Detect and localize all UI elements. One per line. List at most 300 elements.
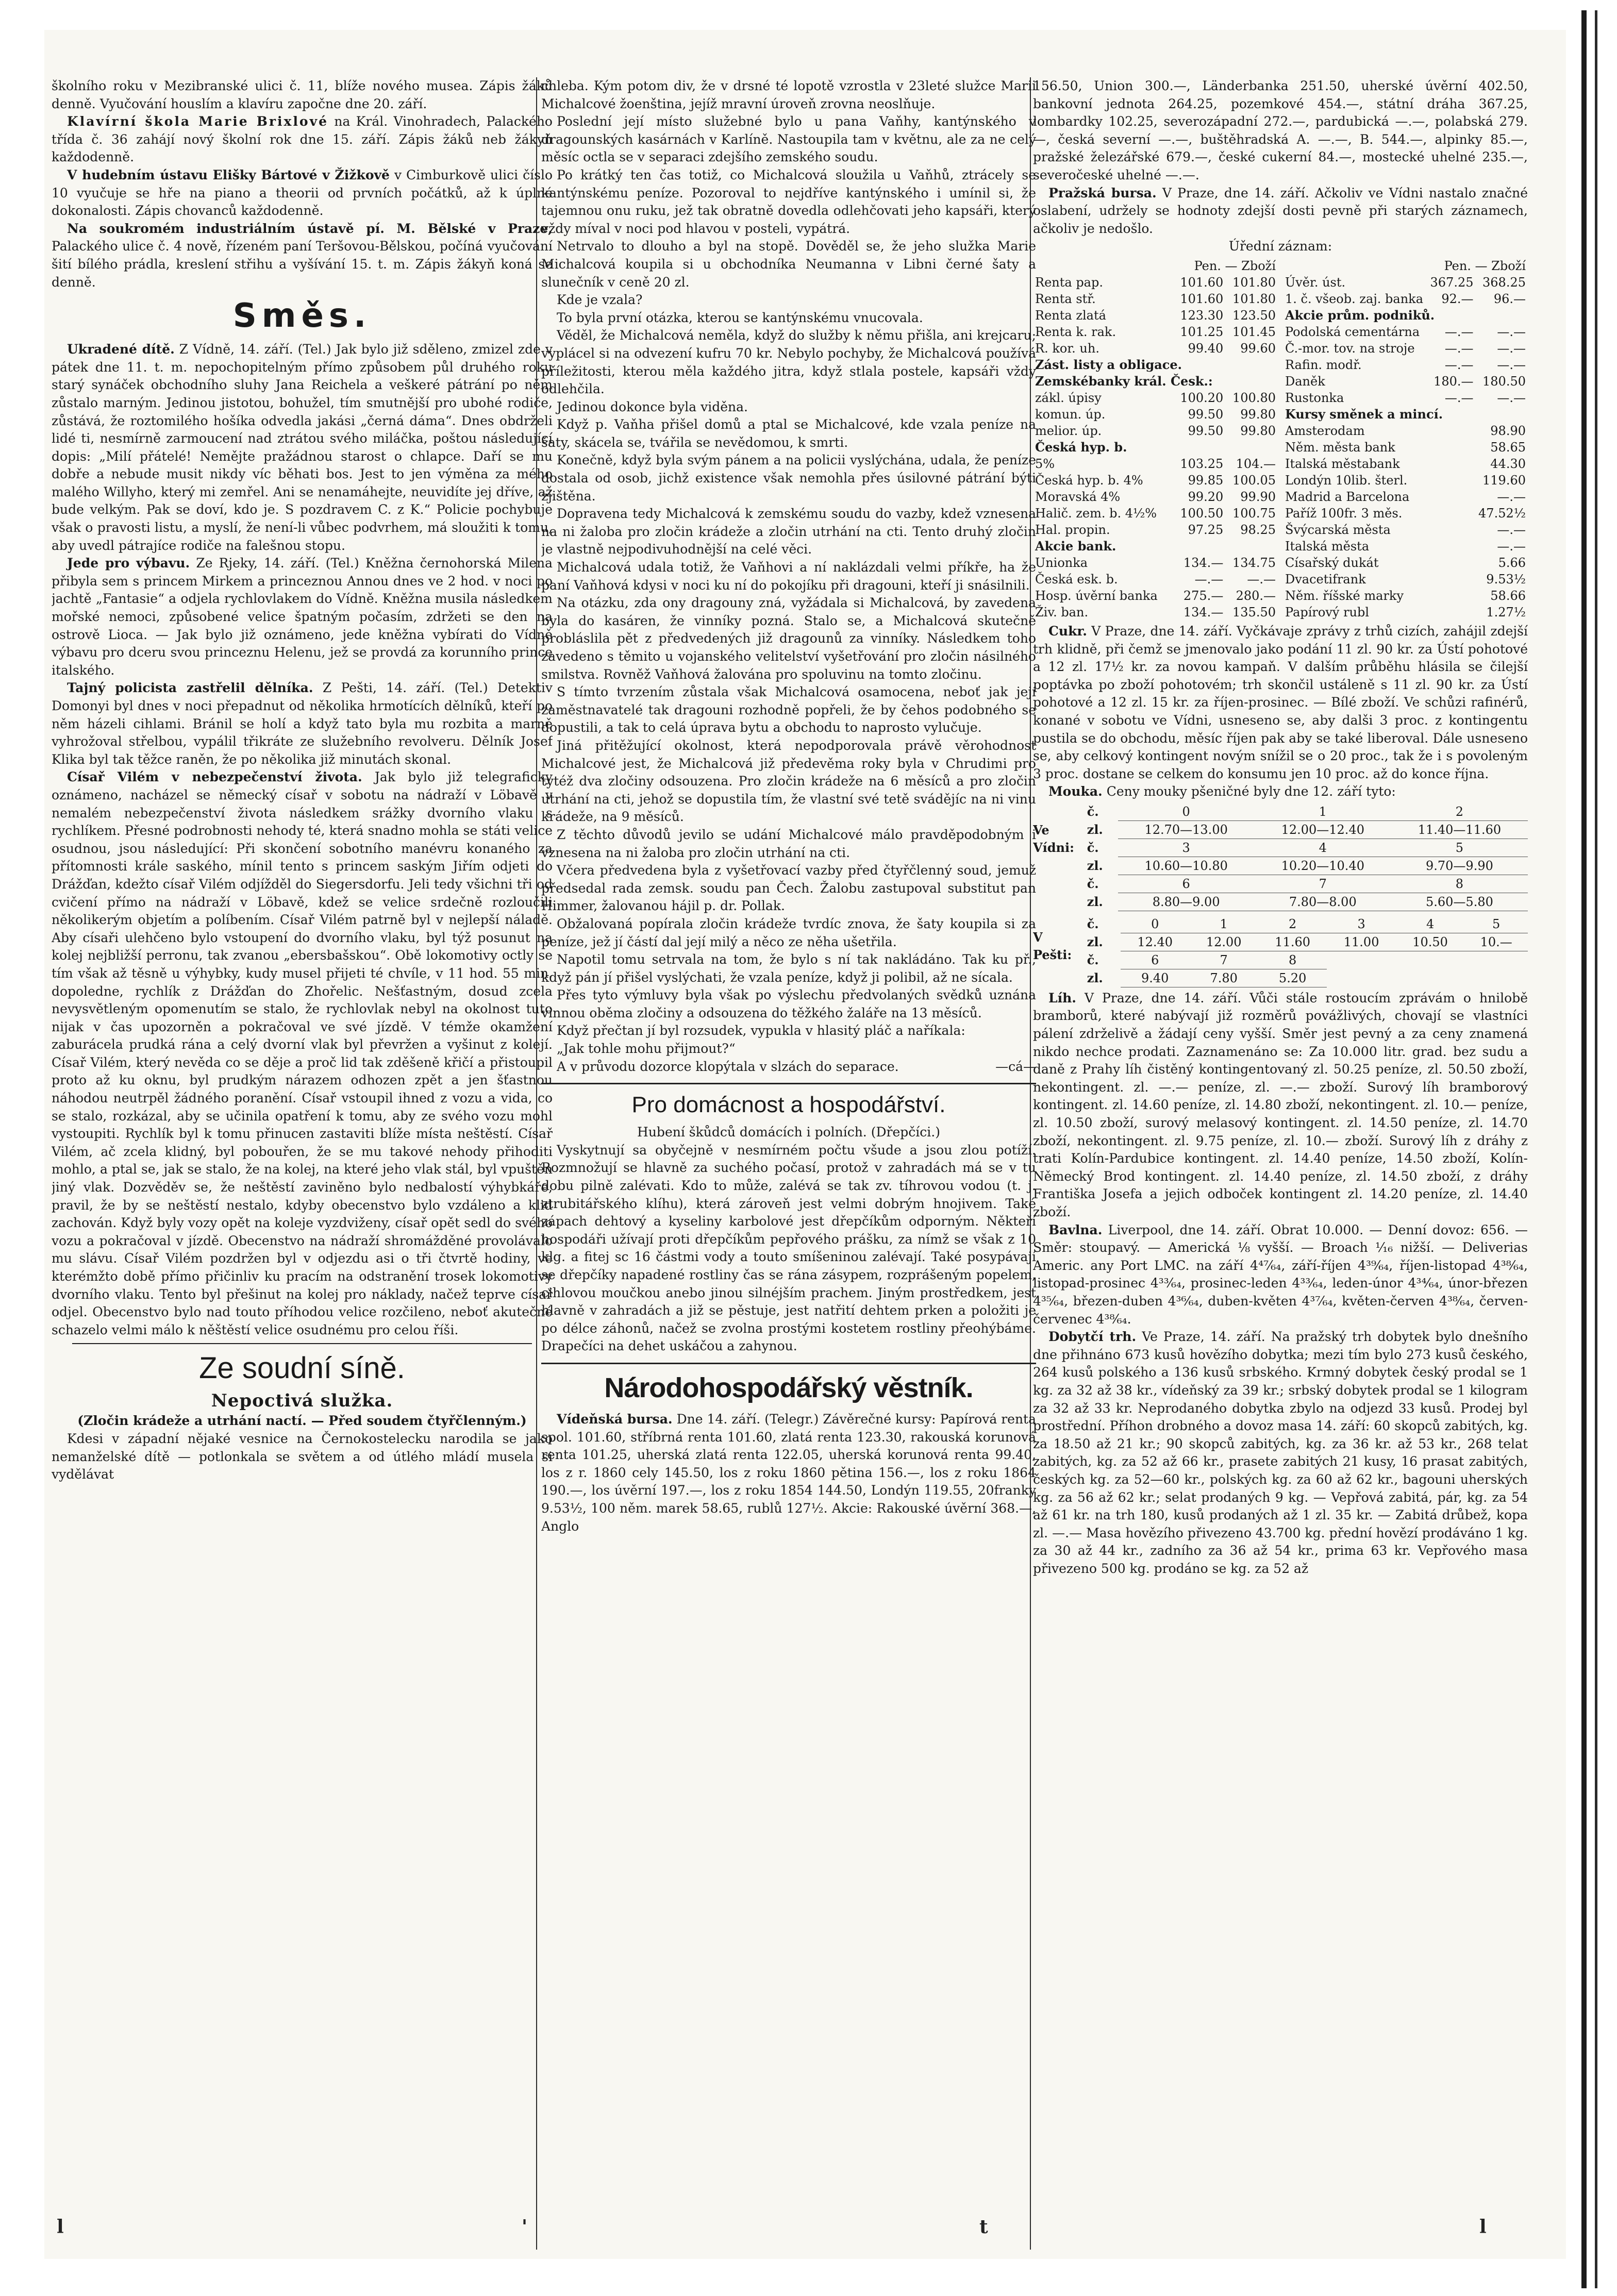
article-detective-title: Tajný policista zastřelil dělníka.	[67, 680, 313, 696]
quote-name: Česká hyp. b. 4%	[1035, 473, 1143, 488]
court-paragraph: Napotil tomu setrvala na tom, že bylo s ní tak nakládáno. Tak ku př., když pán jí přišel vyslýchati, že vzala peníze, když ji polibil, až ne sícala.	[541, 952, 1036, 985]
quote-goods: 44.30	[1490, 456, 1526, 471]
flour-cell: 5	[1464, 915, 1528, 933]
quote-name: Něm. města bank	[1285, 440, 1395, 455]
quote-money: 134.—	[1183, 555, 1224, 570]
page-edge-shadow	[1581, 10, 1587, 2288]
quote-goods: 100.80	[1232, 390, 1276, 405]
quote-row	[1033, 588, 1278, 604]
flour-cell: 6	[1118, 875, 1255, 893]
flour-cell: 3	[1118, 839, 1255, 857]
quote-goods: 101.80	[1232, 275, 1276, 290]
flour-row	[1084, 893, 1528, 911]
flour-cell: 12.40	[1121, 933, 1189, 951]
court-paragraph: Věděl, že Michalcová neměla, když do služby k němu přišla, ani krejcaru; vyplácel si na odvezení kufru 70 kr. Nebylo pochyby, že Michalcová používá příležitosti, kterou měla každého jitra, když stlala postele, kapsáři vždy odlehčila.	[541, 328, 1036, 397]
quote-goods: —.—	[1497, 489, 1526, 504]
article-detective-text: Z Pešti, 14. září. (Tel.) Detektiv Domonyi byl dnes v noci přepadnut od několika hrmotících dělníků, kteří po něm házeli cihlami. Bránil se holí a když tato byla mu rozbita a marně vyhrožoval střelbou, vypálil třikráte ze služebního revolveru. Dělník Josef Klika byl tak těžce raněn, že po několika již minutách skonal.	[52, 680, 553, 767]
bottom-print-marks	[0, 2216, 1617, 2237]
quote-goods: 99.90	[1240, 489, 1276, 504]
quote-money	[1427, 439, 1475, 456]
spirits-text: V Praze, dne 14. září. Vůči stále rostoucím zprávám o hnilobě bramborů, které nabývají již rozměrů povážlivých, chovají se vlastníci pálení zdrželivě a žádají ceny vyšší. Směr jest pevný a za ceny znamená nikdo nechce prodati. Zaznamenáno se: Za 10.000 litr. grad. bez sudu a daně z Prahy líh čistěný kontingentovaný zl. 50.25 peníze, zl. 50.50 zboží, nekontingent. zl. —.— peníze, zl. —.— zboží. Surový líh bramborový kontingent. zl. 14.60 peníze, zl. 14.80 zboží, nekontingent. zl. 10.— peníze, zl. 10.50 zboží, surový melasový kontingent. zl. 14.50 peníze, zl. 14.70 zboží, nekontingent. zl. 9.75 peníze, zl. 10.— zboží. Surový líh z dráhy z trati Kolín-Pardubice kontingent. zl. 14.40 peníze, 14.50 zboží, Kolín-Německý Brod kontingent. zl. 14.40 peníze, zl. 14.50 zboží, z dráhy Františka Josefa a jejich odboček kontingent zl. 14.20 peníze, zl. 14.40 zboží.	[1033, 990, 1528, 1219]
flour-cell: 10.—	[1464, 933, 1528, 951]
flour-vienna-table	[1084, 803, 1528, 911]
quote-money	[1427, 571, 1475, 588]
quote-row	[1033, 340, 1278, 357]
sugar-text: V Praze, dne 14. září. Vyčkávaje zprávy z trhů cizích, zahájil zdejší trh klidně, při čemž se jmenovalo jako podání 11 zl. 90 kr. za Ústí pohotové a 12 zl. 17½ kr. za novou kampaň. V dalším průběhu hlásila se čilejší poptávka po zboží pohotovém; trh skončil ustáleně s 11 zl. 90 kr. za Ústí pohotové a 12 zl. 15 kr. za říjen-prosinec. — Bílé zboží. Ve schůzi rafinérů, konané v sobotu ve Vídni, usneseno se, aby dalši 3 proc. z kontingentu pustila se do obchodu, měsíc říjen pak aby se také liberoval. Dále usneseno se, aby celkový kontingent novým snížil se o 20 proc., tak že i s povoleným 3 proc. dostane se celkem do konsumu jen 10 proc. až do konce října.	[1033, 623, 1528, 781]
quote-row	[1283, 439, 1528, 456]
quote-row	[1283, 604, 1528, 621]
quote-row	[1033, 406, 1278, 423]
cotton-report	[1033, 1221, 1528, 1329]
quote-name: Madrid a Barcelona	[1285, 489, 1410, 504]
quote-row	[1033, 522, 1278, 538]
flour-row	[1084, 969, 1528, 987]
quote-goods: 1.27½	[1486, 605, 1526, 619]
column-3	[1033, 77, 1528, 2250]
section-heading-economy: Národohospodářský věstník.	[541, 1363, 1036, 1406]
quote-goods: 180.50	[1482, 374, 1526, 389]
quote-name: Švýcarská města	[1285, 522, 1391, 537]
quote-goods: 99.80	[1240, 423, 1276, 438]
section-heading-household: Pro domácnost a hospodářství.	[541, 1083, 1036, 1120]
flour-cell: 2	[1391, 803, 1528, 821]
quote-name: Paříž 100fr. 3 měs.	[1285, 506, 1403, 521]
court-paragraph: Včera předvedena byla z vyšetřovací vazby před čtyřčlenný soud, jemuž předsedal rada zemsk. soudu pan Čech. Žalobu zastupoval substitut pan Himmer, žalovanou hájil p. dr. Pollak.	[541, 863, 1036, 914]
flour-cell: 2	[1258, 915, 1327, 933]
quote-goods: 135.50	[1232, 605, 1276, 619]
cotton-title: Bavlna.	[1048, 1222, 1103, 1237]
print-mark: l	[1479, 2216, 1487, 2238]
article-stolen-child-title: Ukradené dítě.	[67, 342, 175, 357]
quote-row	[1283, 456, 1528, 472]
quote-money	[1427, 505, 1475, 522]
article-detective	[52, 679, 553, 768]
flour-row	[1084, 875, 1528, 893]
quote-money: 99.50	[1188, 407, 1224, 422]
flour-cell: 11.00	[1327, 933, 1395, 951]
quote-goods: 5.66	[1498, 555, 1526, 570]
quote-row	[1033, 274, 1278, 291]
music-institute-title: V hudebním ústavu Elišky Bártové v Žižkově	[67, 167, 390, 182]
flour-row-label: zl.	[1087, 858, 1103, 873]
quote-name: Daněk	[1285, 374, 1325, 389]
court-paragraph: Přes tyto výmluvy byla však po výslechu předvolaných svědků uznána vinnou oběma zločiny a odsouzena do těžkého žaláře na 13 měsíců.	[541, 987, 1036, 1020]
quote-money: 101.60	[1180, 291, 1224, 306]
quote-row	[1033, 357, 1278, 373]
court-paragraph: Konečně, když byla svým pánem a na policii vyslýchána, udala, že peníze dostala od osob, jichž existence však nemohla přes úsilovné pátrání býti zjištěna.	[541, 453, 1036, 504]
quote-goods: 100.05	[1232, 473, 1276, 488]
flour-row	[1084, 857, 1528, 875]
court-paragraph	[541, 1058, 1036, 1076]
quote-money: 100.50	[1180, 506, 1224, 521]
quote-money: 103.25	[1180, 456, 1224, 471]
quote-row	[1283, 423, 1528, 439]
flour-cell: 12.00—12.40	[1255, 820, 1391, 839]
flour-cell: 6	[1121, 951, 1189, 969]
quote-money	[1427, 604, 1475, 621]
quote-money: 99.50	[1188, 423, 1224, 438]
quote-goods: 101.80	[1232, 291, 1276, 306]
quote-goods: 58.66	[1490, 588, 1526, 603]
quote-name: Amsterodam	[1285, 423, 1365, 438]
flour-row-label: č.	[1087, 840, 1099, 855]
industrial-institute-text: Palackého ulice č. 4 nově, řízeném paní Teršovou-Bělskou, počíná vyučování šití bílého prádla, kreslení střihu a vyšívání 15. t. m. Zápis žákyň koná se denně.	[52, 239, 553, 290]
quote-row	[1033, 423, 1278, 439]
court-paragraph: Z těchto důvodů jevilo se udání Michalcové málo pravděpodobným i vznesena na ni žaloba pro zločin utrhání na cti.	[541, 827, 1036, 860]
flour-row-label: č.	[1087, 804, 1099, 819]
court-paragraph: S tímto tvrzením zůstala však Michalcová osamocena, neboť jak její zaměstnavatelé tak dragouni rozhodně popřeli, že by čehos podobného se dopustili, a tak to celá úprava bytu a obchodu to naprosto vylučuje.	[541, 684, 1036, 735]
quote-row	[1283, 538, 1528, 555]
quote-name: Renta zlatá	[1035, 308, 1106, 323]
quote-name: Moravská 4%	[1035, 489, 1121, 504]
quote-name: 1. č. všeob. zaj. banka	[1285, 291, 1424, 306]
quote-name: Akcie bank.	[1035, 538, 1116, 554]
flour-cell: 8	[1391, 875, 1528, 893]
quote-row	[1283, 505, 1528, 522]
flour-row-label: zl.	[1087, 894, 1103, 909]
author-signature: —cá—	[995, 1059, 1036, 1074]
quote-goods: 123.50	[1232, 308, 1276, 323]
quote-name: zákl. úpisy	[1035, 390, 1102, 405]
quote-row	[1283, 357, 1528, 373]
court-paragraph: Když p. Vaňha přišel domů a ptal se Michalcové, kde vzala peníze na šaty, skácela se, tvářila se nevědomou, k smrti.	[541, 417, 1036, 450]
quote-name: Papírový rubl	[1285, 605, 1370, 619]
page-edge-line	[1595, 10, 1597, 2288]
flour-cell: 8.80—9.00	[1118, 893, 1255, 911]
flour-cell: 4	[1396, 915, 1464, 933]
quote-row	[1283, 274, 1528, 291]
article-stolen-child-text: Z Vídně, 14. září. (Tel.) Jak bylo již sděleno, zmizel zde v pátek dne 11. t. m. nepochopitelným přímo způsobem půl druhého roku starý synáček obchodního sluhy Jana Reichela a veškeré pátrání po něm zůstalo marným. Jedinou jistotou, bohužel, tím smutnější pro ubohé rodiče, zůstává, že roztomilého hošíka odvedla jakási „černá dáma“. Dnes obdrželi lidé ti, nesmírně zarmoucení nad ztrátou svého miláčka, poštou následující dopis: „Milí přátelé! Nemějte pražádnou starost o chlapce. Daří se mu dobře a nebude musit nikdy víc běhati bos. Jest to jen výměna za mého malého Willyho, který mi zemřel. Ani se nenamáhejte, neuvidíte jej dříve, až bude velkým. Pak se doví, kdo je. S pozdravem C. z K.“ Policie pochybuje však o pravosti listu, a myslí, že není-li vůbec podvrhem, má sloužiti k tomu, aby uvedl pátrajíce rodiče na falešnou stopu.	[52, 342, 553, 553]
quote-money: —.—	[1444, 390, 1474, 405]
vienna-bourse-report	[541, 1411, 1036, 1535]
quote-row	[1033, 571, 1278, 588]
flour-row	[1084, 933, 1528, 951]
quote-name: Italská města	[1285, 539, 1370, 554]
court-article-text-start: Kdesi v západní nějaké vesnice na Černokostelecku narodila se jako nemanželské dítě — potlonkala se světem a od útlého mládí musela si vydělávat	[52, 1431, 553, 1482]
industrial-institute-title: Na soukromém industriálním ústavě pí. M. Bělské v Praze,	[67, 221, 553, 236]
court-paragraph: To byla první otázka, kterou se kantýnskému vnucovala.	[557, 310, 923, 325]
quote-money	[1427, 555, 1475, 571]
quote-money: 367.25	[1430, 275, 1474, 290]
quote-goods: —.—	[1247, 572, 1276, 586]
quote-row	[1283, 406, 1528, 423]
quote-row	[1283, 489, 1528, 505]
quote-goods: —.—	[1497, 324, 1526, 339]
quote-money: 99.85	[1188, 473, 1224, 488]
flour-row	[1084, 839, 1528, 857]
court-article-title: Nepoctivá služka.	[211, 1390, 393, 1412]
quote-goods: 98.90	[1490, 423, 1526, 438]
court-final-text: A v průvodu dozorce klopýtala v slzách do separace.	[557, 1059, 899, 1074]
quote-row	[1033, 390, 1278, 406]
prague-bourse-title: Pražská bursa.	[1048, 185, 1157, 200]
court-paragraph: Po krátký ten čas totiž, co Michalcová sloužila u Vaňhů, ztrácely se kantýnskému peníze. Pozoroval to nejdříve kantýnského i umínil si, že tajemnou onu ruku, jež tak obratně dovedla odlehčovati jeho kapsáři, který vždy míval v noci pod hlavou v posteli, vypátrá.	[541, 167, 1036, 236]
flour-row-label: zl.	[1087, 934, 1103, 949]
flour-cell: 5	[1391, 839, 1528, 857]
quote-name: Italská městabank	[1285, 456, 1400, 471]
flour-cell: 10.60—10.80	[1118, 857, 1255, 875]
quotes-block	[1033, 256, 1528, 623]
flour-cell: 10.20—10.40	[1255, 857, 1391, 875]
household-text: Vyskytnují sa obyčejně v nesmírném počtu všude a jsou zlou potíží. Rozmnožují se hlavně za suchého počasí, protož v zahradách má se v tu dobu pilně zalévati. Kdo to může, zalévá se tak zv. tíhrovou vodou (t. j. ztrubitářského klíhu), která zároveň jest velmi dobrým hnojivem. Také zápach dehtový a kyseliny karbolové jest dřepčíkům odporným. Někteří hospodáři užívají proti dřepčíkům pepřového prášku, za nímž se však z 10 klg. a fitej sc 16 částmi vody a touto smíšeninou zalévají. Také posypávají se dřepčíky napadené rostliny čas se rána zásypem, rozprášeným popelem, cihlovou moučkou anebo jinou silnéjším prachem. Jiným prostředkem, jest hlavně v zahradách a již se pěstuje, jest natřití dehtem prken a položiti je po délce záhonů, načež se zvolna prostými kostetem rostliny přeohýbáme. Drapečíci na dehet uskáčou a zahynou.	[541, 1142, 1036, 1354]
quote-money: 99.20	[1188, 489, 1224, 504]
quote-row	[1033, 307, 1278, 324]
court-paragraph: Kde je vzala?	[557, 292, 643, 308]
quote-money: 92.—	[1441, 291, 1474, 306]
flour-cell: 4	[1255, 839, 1391, 857]
column-1	[52, 77, 553, 2250]
industrial-institute-notice	[52, 220, 553, 291]
quote-row	[1033, 439, 1278, 456]
quote-goods: —.—	[1497, 357, 1526, 372]
quote-goods: 9.53½	[1486, 572, 1526, 586]
piano-school-notice	[52, 113, 553, 166]
quote-row	[1283, 588, 1528, 604]
quote-money: 101.60	[1180, 275, 1224, 290]
section-heading-smes: Směs.	[232, 297, 372, 336]
flour-row	[1084, 915, 1528, 933]
quote-goods: 99.60	[1240, 341, 1276, 356]
quote-name: Rustonka	[1285, 390, 1344, 405]
cattle-text: Ve Praze, 14. září. Na pražský trh dobytek bylo dnešního dne přihnáno 673 kusů hovězího dobytka; mezi tím bylo 273 kusů českého, 264 kusů polského a 136 kusů srbského. Krmný dobytek český prodal se 1 kg. za 32 až 38 kr., vídeňský za 39 kr.; srbský dobytek prodal se 1 kilogram za 32 až 33 kr. Neprodaného dobytka zbylo na odjezd 33 kusů. Prodej byl prostřední. Příhon drobného a dovoz masa 14. září: 60 skopců zabitých, kg. za 18.50 až 21 kr.; 90 skopců zabitých, kg. za 36 kr. až 53 kr., 268 telat zabitých, kg. za 52 až 66 kr., prasete zabitých 21 kusy, 16 prasat zabitých, českých kg. za 52—60 kr., polských kg. za 60 až 62 kr., bagouni uherských kg. za 56 až 62 kr.; selat prodaných 9 kg. — Vepřová zabitá, pár, kg. za 54 až 61 kr. na trh 180, kusů prodaných až 1 zl. 35 kr. — Zabitá drůbež, kopa zl. —.— Masa hovězího přivezeno 43.700 kg. přední hovězí prodáváno 1 kg. za 30 až 44 kr., zadního za 36 až 54 kr., prima 63 kr. Vepřového masa přivezeno 500 kg. prodáno se kg. za 52 až	[1033, 1329, 1528, 1576]
quote-name: Císařský dukát	[1285, 555, 1379, 570]
household-subtitle: Hubení škůdců domácích i polních. (Dřepčíci.)	[637, 1125, 940, 1140]
quote-row	[1283, 324, 1528, 340]
quote-money	[1427, 456, 1475, 472]
court-paragraph: Dopravena tedy Michalcová k zemskému soudu do vazby, kdež vznesena na ni žaloba pro zločin krádeže a zločin utrhání na cti. Tento druhý zločin je vlastně nejpodivuhodnější na celé věci.	[541, 506, 1036, 557]
court-paragraph: Když přečtan jí byl rozsudek, vypukla v hlasitý pláč a naříkala:	[557, 1023, 965, 1038]
flour-cell: 7	[1189, 951, 1258, 969]
music-institute-text: v Cimburkově ulici číslo 10 vyučuje se hře na piano a theorii od prvních počátků, až k úplné dokonalosti. Zápis chovanců každodenně.	[52, 167, 553, 219]
flour-cell: 10.50	[1396, 933, 1464, 951]
quote-goods: —.—	[1497, 522, 1526, 537]
court-article-subtitle: (Zločin krádeže a utrhání nactí. — Před soudem čtyřčlenným.)	[77, 1413, 527, 1429]
quote-money	[1427, 489, 1475, 505]
music-institute-notice	[52, 166, 553, 220]
quote-name: Česká esk. b.	[1035, 572, 1118, 586]
quote-money: 123.30	[1180, 308, 1224, 323]
flour-cell: 0	[1118, 803, 1255, 821]
quote-goods: 99.80	[1240, 407, 1276, 422]
quote-money: 101.25	[1180, 324, 1224, 339]
quote-name: Renta stř.	[1035, 291, 1096, 306]
flour-cell: 9.70—9.90	[1391, 857, 1528, 875]
quote-goods: —.—	[1497, 341, 1526, 356]
flour-row	[1084, 951, 1528, 969]
prague-bourse-text: V Praze, dne 14. září. Ačkoliv ve Vídni nastalo značné oslabení, udržely se hodnoty zdejší dosti pevně při starých záznamech, ačkoliv je nedošlo.	[1033, 185, 1528, 236]
quote-header: Pen. — Zboží	[1194, 258, 1276, 273]
quote-name: Úvěr. úst.	[1285, 275, 1346, 290]
quote-name: Kursy směnek a mincí.	[1285, 406, 1443, 422]
vienna-bourse-continued: 156.50, Union 300.—, Länderbanka 251.50, uherské úvěrní 402.50, bankovní jednota 264.25, pozemkové 454.—, státní dráha 367.25, lombardky 102.25, severozápadní 272.—, pardubická —.—, polabská 279.—, česká severní —.—, buštěhradská A. —.—, B. 544.—, alpinky 85.—, pražské železářské 679.—, české cukerní 84.—, mostecké uhelné 235.—, severočeské uhelné —.—.	[1033, 78, 1528, 182]
quote-row	[1283, 340, 1528, 357]
quote-name: Hosp. úvěrní banka	[1035, 588, 1158, 603]
quote-goods: 280.—	[1236, 588, 1276, 603]
vienna-bourse-text: Dne 14. září. (Telegr.) Závěrečné kursy: Papírová renta spol. 101.60, stříbrná renta 101.60, zlatá renta 123.30, rakouská korunová renta 101.25, uherská zlatá renta 122.05, uherská korunová renta 99.40, los z r. 1860 cely 145.50, los z roku 1860 pětina 156.—, los z roku 1864 190.—, los úvěrní 197.—, los z roku 1854 144.50, Londýn 119.55, 20franky 9.53½, 100 něm. marek 58.65, rublů 127½. Akcie: Rakouské úvěrní 368.—, Anglo	[541, 1411, 1036, 1534]
quote-name: Halič. zem. b. 4½%	[1035, 506, 1157, 521]
quote-goods: 47.52½	[1478, 506, 1526, 521]
quote-name: Zást. listy a obligace.	[1035, 357, 1182, 372]
vienna-bourse-title: Vídeňská bursa.	[557, 1411, 673, 1427]
section-heading-court: Ze soudní síně.	[199, 1351, 405, 1385]
quote-name: Akcie prům. podniků.	[1285, 307, 1435, 323]
quote-row	[1283, 555, 1528, 571]
spirits-report	[1033, 990, 1528, 1221]
quote-row	[1033, 489, 1278, 505]
flour-cell: 7.80—8.00	[1255, 893, 1391, 911]
quote-row	[1283, 522, 1528, 538]
school-notice-continued: školního roku v Mezibranské ulici č. 11, blíže nového musea. Zápis žáků denně. Vyučování houslím a klavíru započne dne 20. září.	[52, 78, 553, 111]
quote-row	[1033, 472, 1278, 489]
quote-goods: 134.75	[1232, 555, 1276, 570]
piano-school-title: Klavírní škola Marie Brixlové	[67, 114, 329, 129]
quote-money	[1427, 588, 1475, 604]
flour-pest-block	[1033, 913, 1528, 990]
flour-title: Mouka.	[1048, 784, 1103, 799]
flour-cell: 9.40	[1121, 969, 1189, 987]
print-mark: '	[522, 2216, 528, 2238]
official-quotes-heading: Úřední záznam:	[1228, 239, 1332, 254]
court-paragraph: Poslední její místo služebné bylo u pana Vaňhy, kantýnského v dragounských kasárnách v Karlíně. Nastoupila tam v květnu, ale za ne celý měsíc octla se v separaci zdejšího zemského soudu.	[541, 114, 1036, 165]
quote-row	[1283, 307, 1528, 324]
article-dowry-text: Ze Rjeky, 14. září. (Tel.) Kněžna černohorská Milena přibyla sem s princem Mirkem a princeznou Annou dnes ve 2 hod. v noci po jachtě „Fantasie“ a odjela rychlovlakem do Vídně. Kněžna musila následkem mořské nemoci, způsobené velice špatným počasím, zdržeti se den na ostrově Lioca. — Jak bylo již oznámeno, jede kněžna vybírati do Vídně výbavu pro dceru svou princeznu Helenu, jež se provdá za korunního prince italského.	[52, 556, 553, 678]
quote-money: 97.25	[1188, 522, 1224, 537]
print-mark: l	[57, 2216, 64, 2238]
quote-money	[1427, 472, 1475, 489]
court-paragraph: Obžalovaná popírala zločin krádeže tvrdíc znova, že šaty koupila si za peníze, jež jí částí dal její milý a něco ze něha ušetřila.	[541, 916, 1036, 949]
court-paragraph: Michalcová udala totiž, že Vaňhovi a ní naklázdali velmi příkře, ha že paní Vaňhová kdysi v noci ku ní do pokojíku při dragouni, kteří ji snásilnili.	[541, 560, 1036, 593]
quote-row	[1033, 324, 1278, 340]
cattle-title: Dobytčí trh.	[1048, 1329, 1137, 1345]
flour-cell: 0	[1121, 915, 1189, 933]
quote-goods: 368.25	[1482, 275, 1526, 290]
article-emperor	[52, 768, 553, 1339]
flour-row-label: zl.	[1087, 970, 1103, 985]
quote-money: —.—	[1194, 572, 1224, 586]
flour-text: Ceny mouky pšeničné byly dne 12. září tyto:	[1106, 784, 1396, 799]
quote-money: —.—	[1444, 341, 1474, 356]
flour-pest-label: V Pešti:	[1033, 929, 1072, 963]
quote-goods: 58.65	[1490, 440, 1526, 455]
flour-cell: 11.60	[1258, 933, 1327, 951]
quote-row	[1283, 390, 1528, 406]
quote-header-row	[1283, 258, 1528, 274]
quote-name: Renta k. rak.	[1035, 324, 1116, 339]
quote-goods: 119.60	[1482, 473, 1526, 488]
flour-row-label: č.	[1087, 952, 1099, 967]
flour-vienna-block	[1033, 801, 1528, 913]
flour-cell: 8	[1258, 951, 1327, 969]
flour-cell: 11.40—11.60	[1391, 820, 1528, 839]
quote-row	[1033, 604, 1278, 621]
quote-name: R. kor. uh.	[1035, 341, 1099, 356]
sugar-report	[1033, 623, 1528, 783]
article-stolen-child	[52, 341, 553, 555]
flour-cell: 1	[1189, 915, 1258, 933]
flour-cell: 3	[1327, 915, 1395, 933]
quote-name: melior. úp.	[1035, 423, 1102, 438]
spirits-title: Líh.	[1048, 990, 1076, 1005]
court-paragraph: Na otázku, zda ony dragouny zná, vyžádala si Michalcová, by zavedena byla do kasáren, že vinníky pozná. Stalo se, a Michalcová skutečně probláslila pět z předvedených již dragounů za vinníky. Následkem toho zavedeno s těmito u vojanského velitelství vyšetřování pro zločin násilného smilstva. Rovněž Vaňhová žalována pro spoluvinu na tomto zločinu.	[541, 595, 1036, 682]
flour-pest-table	[1084, 915, 1528, 987]
court-paragraph: „Jak tohle mohu přijmout?“	[557, 1041, 736, 1057]
quote-name: Renta pap.	[1035, 275, 1103, 290]
court-paragraph: Netrvalo to dlouho a byl na stopě. Dověděl se, že jeho služka Marie Michalcová koupila si u obchodníka Neumanna v Libni černé šaty a slunečník v ceně 20 zl.	[541, 239, 1036, 290]
print-mark: t	[979, 2216, 988, 2238]
quote-money: 275.—	[1183, 588, 1224, 603]
quote-money: 99.40	[1188, 341, 1224, 356]
flour-row	[1084, 803, 1528, 821]
flour-cell: 5.60—5.80	[1391, 893, 1528, 911]
quote-goods: —.—	[1497, 390, 1526, 405]
article-dowry-title: Jede pro výbavu.	[67, 556, 190, 571]
quote-money: 180.—	[1433, 374, 1474, 389]
quote-name: Unionka	[1035, 555, 1088, 570]
section-divider	[72, 1343, 532, 1344]
quote-money: 100.20	[1180, 390, 1224, 405]
quotes-table-right	[1283, 258, 1528, 621]
column-2	[541, 77, 1036, 2250]
quote-row	[1283, 571, 1528, 588]
quote-name: Zemskébanky král. Česk.:	[1035, 373, 1213, 389]
flour-cell: 7.80	[1189, 969, 1258, 987]
quote-money	[1427, 522, 1475, 538]
piano-school-text: na Král. Vinohradech, Palackého třída č. 36 zahájí nový školní rok dne 15. září. Zápis žáků neb žákyň každodenně.	[52, 114, 553, 165]
quote-goods: 104.—	[1236, 456, 1276, 471]
quote-name: Česká hyp. b.	[1035, 439, 1127, 455]
quote-row	[1033, 456, 1278, 472]
court-paragraph: Jedinou dokonce byla viděna.	[557, 399, 748, 414]
article-emperor-text: Jak bylo již telegraficky oznámeno, nacházel se německý císař v sobotu na nádraží v Löbavě v nemalém nebezpečenství života následkem srážky dvorního vlaku s rychlíkem. Přesné podrobnosti nehody té, která snadno mohla se státi velice osudnou, jsou následující: Při skončení sobotního manévru konaného za přítomnosti krále saského, mínil tento s princem saským Jiřím odjeti do Drážďan, kdežto císař Vilém odjížděl do Siegersdorfu. Jeli tedy všichni tři od cvičení přímo na nádraží v Löbavě, kdež se velice srdečně rozloučili několikerým objetím a políbením. Císař Vilém patrně byl v nejlepší náladě. Aby císaři ulehčeno bylo vstoupení do dvorního vlaku, byl týž posunut na kolej nejbližší perronu, tak zvanou „ebersbašskou“. Obě lokomotivy octly se tím však až těsně u výhybky, kudy musel přijeti té chvíle, v 11 hod. 55 min. dopoledne, rychlík z Drážďan do Zhořelic. Nešťastným, dosud zcela nevysvětleným opomenutím se stalo, že rychlovlak nebyl na okolnost tuto nijak v čas upozorněn a pokračoval ve své jízdě. V témže okamžení zaburácela prudká rána a celý dvorní vlak byl převržen a vyšinut z kolejí. Císař Vilém, který nevěda co se děje a proč lid tak zděšeně křičí a přistoupil proto až ku oknu, byl prudkým nárazem odhozen zpět a jen šťastnou náhodou neutrpěl žádného poranění. Císař vstoupil ihned z vozu a vida, co se stalo, rozkázal, aby se učinila opatření k tomu, aby ze svého vozu mohl vystoupiti. Rychlík byl k tomu přinucen zastaviti blíže místa neštěstí. Císař Vilém, ač zcela klidný, byl pobouřen, že se mu takové nehody přihoditi mohlo, a ptal se, jak se stalo, že na kolej, na které jeho vlak stál, byl vpuštěn jiný vlak. Dozvěděv se, že neštěstí zaviněno bylo nedbalostí výhybkáře, pravil, že by se neštěstí nestalo, kdyby obecenstvo bylo vzdáleno a klid zachován. Když byly vozy opět na koleje vyzdviženy, císař opět sedl do svého vozu a pokračoval v jízdě. Obecenstvo na nádraží shromážděné provolávalo mu slávu. Císař Vilém pozdržen byl v odjezdu asi o tři čtvrtě hodiny, ve kterémžto době přímo přičinliv ku pracím na odstranění trosek lokomotivy dvorního vlaku. Tento byl přešinut na kolej pro náklady, načež teprve císař odjel. Obecenstvo bylo nad touto příhodou velice rozčileno, neboť akutečné schazelo velmi málo k něštěstí velice osudnému pro celou říši.	[52, 769, 553, 1337]
quote-row	[1283, 472, 1528, 489]
quote-row	[1033, 505, 1278, 522]
quote-header: Pen. — Zboží	[1444, 258, 1526, 273]
quote-name: Londýn 10lib. šterl.	[1285, 473, 1408, 488]
court-paragraph: chleba. Kým potom div, že v drsné té lopotě vzrostla v 23leté služce Marii Michalcové žoenština, jejíž mravní úroveň zrovna neoslňuje.	[541, 78, 1036, 111]
cattle-report	[1033, 1328, 1528, 1578]
quote-money: 134.—	[1183, 605, 1224, 619]
quote-money	[1427, 538, 1475, 555]
quote-goods: 100.75	[1232, 506, 1276, 521]
quote-row	[1283, 373, 1528, 390]
quote-header-row	[1033, 258, 1278, 274]
quote-name: komun. úp.	[1035, 407, 1106, 422]
flour-vienna-label: Ve Vídni:	[1033, 822, 1074, 856]
quote-name: Podolská cementárna	[1285, 324, 1420, 339]
quote-goods: —.—	[1497, 539, 1526, 554]
quote-name: Hal. propin.	[1035, 522, 1110, 537]
sugar-title: Cukr.	[1048, 623, 1087, 639]
quote-row	[1283, 291, 1528, 307]
quote-name: 5%	[1035, 456, 1055, 471]
flour-row	[1084, 820, 1528, 839]
flour-cell: 1	[1255, 803, 1391, 821]
quote-name: Něm. říšské marky	[1285, 588, 1404, 603]
quote-name: Živ. ban.	[1035, 605, 1089, 619]
quote-name: Rafin. modř.	[1285, 357, 1362, 372]
quote-goods: 98.25	[1240, 522, 1276, 537]
flour-report	[1033, 783, 1528, 801]
flour-cell: 12.00	[1189, 933, 1258, 951]
flour-row-label: č.	[1087, 876, 1099, 891]
quote-name: Dvacetifrank	[1285, 572, 1366, 586]
flour-cell: 12.70—13.00	[1118, 820, 1255, 839]
quote-header-blank	[1033, 258, 1173, 274]
article-dowry	[52, 555, 553, 679]
prague-bourse-report	[1033, 185, 1528, 238]
cotton-text: Liverpool, dne 14. září. Obrat 10.000. — Denní dovoz: 656. — Směr: stoupavý. — Americká ⅛ vyšší. — Broach ⅟₁₆ nižší. — Deliverias Americ. any Port LMC. na září 4⁴⁷⁄₆₄, září-říjen 4³⁹⁄₆₄, říjen-listopad 4³⁸⁄₆₄, listopad-prosinec 4³³⁄₆₄, prosinec-leden 4³³⁄₆₄, leden-únor 4³⁴⁄₆₄, únor-březen 4³⁵⁄₆₄, březen-duben 4³⁶⁄₆₄, duben-květen 4³⁷⁄₆₄, květen-červen 4³⁸⁄₆₄, červen-červenec 4³⁸⁄₆₄.	[1033, 1222, 1528, 1327]
quote-money	[1427, 423, 1475, 439]
